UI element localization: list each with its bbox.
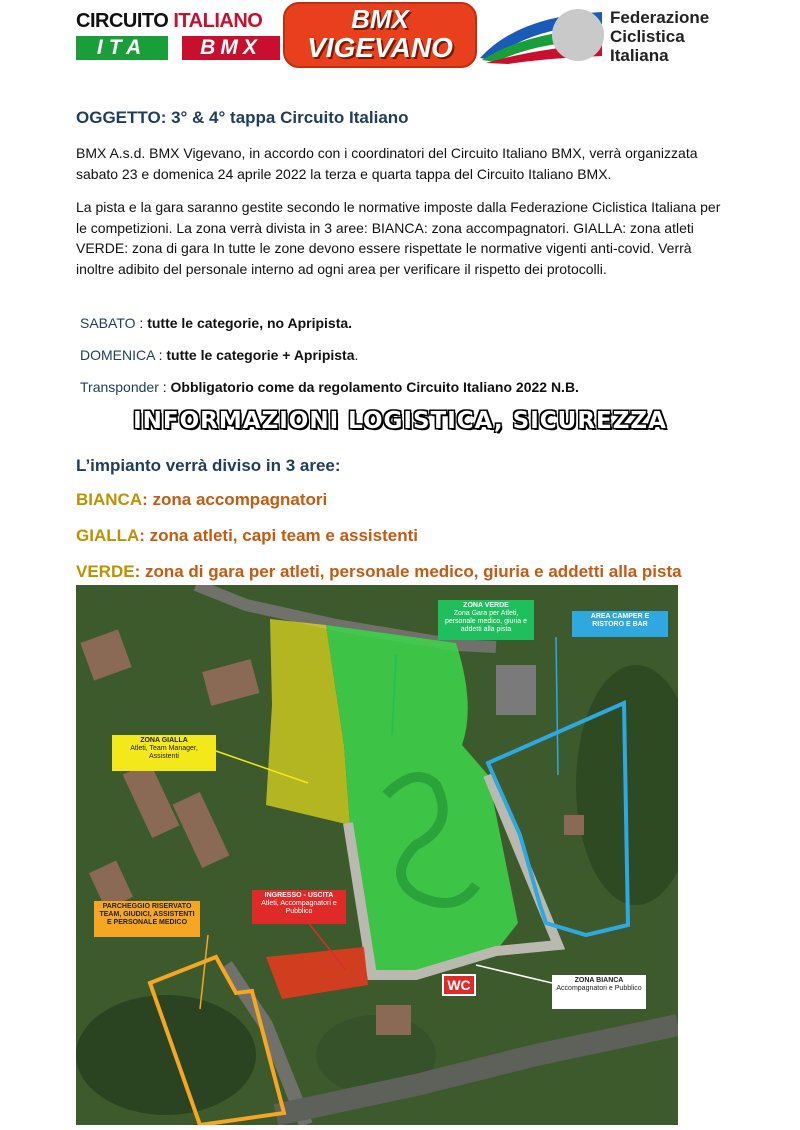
schedule-key: DOMENICA	[80, 347, 155, 363]
area-camper-label: AREA CAMPER E RISTORO E BAR	[572, 611, 668, 637]
circuito-italiano-bmx-logo	[76, 10, 281, 62]
schedule-sunday: DOMENICA : tutte le categorie + Apripista.	[80, 347, 359, 363]
rules-paragraph: La pista e la gara saranno gestite secondo le normative imposte dalla Federazione Ciclistica Italiana per le competizioni. La zona verrà divista in 3 aree: BIANCA: zona accompagnatori. GIALLA: zona atleti VERDE: zona di gara In tutte le zone devono essere rispettate le normative vigenti anti-covid. Verrà inoltre adibito del personale interno ad ogni area per verificare il rispetto dei protocolli.	[76, 199, 721, 277]
logo-ita-box: ITA	[76, 36, 168, 60]
zona-verde-label: ZONA VERDE Zona Gara per Atleti, personale medico, giuria e addetti alla pista	[438, 600, 534, 640]
document-subject: OGGETTO: 3° & 4° tappa Circuito Italiano	[76, 108, 409, 127]
zona-gialla-label: ZONA GIALLA Atleti, Team Manager, Assistenti	[112, 735, 216, 771]
page-header	[0, 0, 800, 70]
bmx-vigevano-logo	[283, 2, 477, 68]
areas-intro: L’impianto verrà diviso in 3 aree:	[76, 456, 341, 475]
logo-bmx-box: BMX	[182, 36, 280, 60]
logo-vigevano-name: VIGEVANO	[307, 32, 453, 63]
zone-desc: : zona atleti, capi team e assistenti	[139, 526, 418, 545]
schedule-key: Transponder	[80, 379, 159, 395]
zone-gialla-line	[76, 526, 418, 546]
fci-line-1: Federazione	[610, 8, 710, 27]
ingresso-uscita-label: INGRESSO - USCITA Atleti, Accompagnatori e Pubblico	[252, 890, 346, 924]
fci-line-2: Ciclistica	[610, 27, 685, 46]
schedule-value: tutte le categorie + Apripista	[166, 347, 355, 363]
schedule-saturday: SABATO : tutte le categorie, no Apripista.	[80, 315, 353, 331]
tree-area	[76, 995, 256, 1115]
parcheggio-label: PARCHEGGIO RISERVATO TEAM, GIUDICI, ASSISTENTI E PERSONALE MEDICO	[94, 901, 200, 937]
zone-verde-line	[76, 562, 682, 582]
schedule-transponder: Transponder : Obbligatorio come da regolamento Circuito Italiano 2022 N.B.	[80, 379, 579, 395]
federazione-ciclistica-italiana-logo	[478, 6, 710, 65]
zona-bianca-label: ZONA BIANCA Accompagnatori e Pubblico	[552, 975, 646, 1009]
section-title: INFORMAZIONI LOGISTICA, SICUREZZA	[133, 408, 667, 434]
map-drawing	[76, 585, 678, 1125]
site-aerial-map	[76, 585, 678, 1125]
zone-bianca-line	[76, 490, 327, 510]
schedule-key: SABATO	[80, 315, 136, 331]
zone-desc: : zona di gara per atleti, personale medico, giuria e addetti alla pista	[134, 562, 682, 581]
wc-label: WC	[442, 974, 476, 996]
logo-circuito-word: CIRCUITO	[76, 10, 169, 32]
intro-paragraph: BMX A.s.d. BMX Vigevano, in accordo con i coordinatori del Circuito Italiano BMX, verrà organizzata sabato 23 e domenica 24 aprile 2022 la terza e quarta tappa del Circuito Italiano BMX.	[76, 145, 698, 182]
zone-name: VERDE	[76, 562, 135, 581]
logo-italiano-word: ITALIANO	[173, 10, 263, 32]
schedule-value: Obbligatorio come da regolamento Circuito Italiano 2022 N.B.	[170, 379, 579, 395]
zone-name: BIANCA	[76, 490, 143, 509]
zone-desc: : zona accompagnatori	[142, 490, 328, 509]
fci-line-3: Italiana	[610, 46, 669, 65]
zone-name: GIALLA	[76, 526, 140, 545]
logo-vigevano-bmx: BMX	[351, 4, 409, 34]
fci-emblem-icon	[478, 6, 608, 64]
schedule-value: tutte le categorie, no Apripista.	[147, 315, 353, 331]
